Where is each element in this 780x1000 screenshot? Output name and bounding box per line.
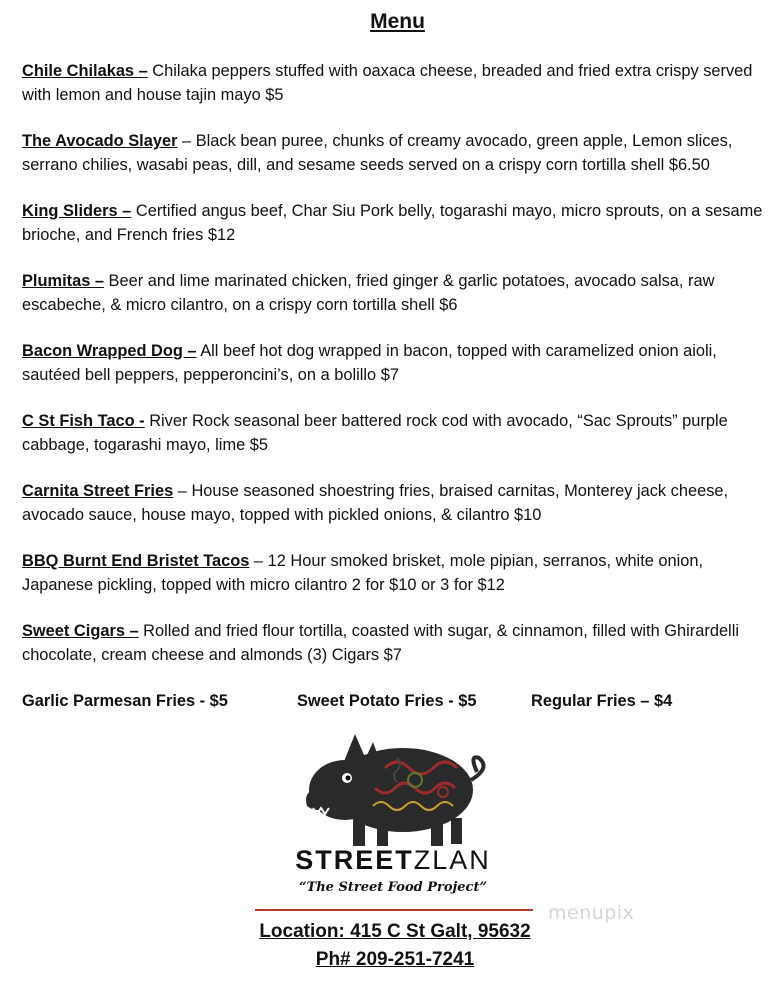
item-name: Carnita Street Fries [22, 482, 174, 500]
item-name: Sweet Cigars – [22, 622, 139, 640]
item-description: – 12 Hour smoked brisket, mole pipian, serranos, white onion, Japanese pickling, topped with micro cilantro 2 for $10 or 3 for $12 [22, 552, 704, 594]
item-description: Rolled and fried flour tortilla, coasted with sugar, & cinnamon, filled with Ghirardelli chocolate, cream cheese and almonds (3) Cigars $7 [22, 622, 739, 664]
regular-fries: Regular Fries – $4 [531, 692, 673, 710]
phone-text: Ph# 209-251-7241 [315, 949, 475, 970]
item-description: Beer and lime marinated chicken, fried ginger & garlic potatoes, avocado salsa, raw escabeche, & micro cilantro, on a crispy corn tortilla shell $6 [22, 272, 715, 314]
item-description: – Black bean puree, chunks of creamy avocado, green apple, Lemon slices, serrano chilies, wasabi peas, dill, and sesame seeds served on a crispy corn tortilla shell $6.50 [22, 132, 733, 174]
menu-item [22, 270, 772, 317]
watermark: menupix [548, 902, 635, 924]
item-description: All beef hot dog wrapped in bacon, topped with caramelized onion aioli, sautéed bell peppers, pepperoncini’s, on a bolillo $7 [22, 342, 717, 384]
item-description: River Rock seasonal beer battered rock cod with avocado, “Sac Sprouts” purple cabbage, togarashi mayo, lime $5 [22, 412, 728, 454]
brand-name [258, 845, 528, 876]
menu-items-list [22, 60, 772, 690]
sweet-potato-fries: Sweet Potato Fries - $5 [297, 692, 477, 710]
item-name: Plumitas – [22, 272, 104, 290]
menu-item [22, 130, 772, 177]
menu-item [22, 340, 772, 387]
menu-item [22, 200, 772, 247]
item-description: – House seasoned shoestring fries, braised carnitas, Monterey jack cheese, avocado sauce, house mayo, topped with pickled onions, & cilantro $10 [22, 482, 729, 524]
menu-item [22, 550, 772, 597]
item-name: C St Fish Taco - [22, 412, 145, 430]
menu-item [22, 620, 772, 667]
menu-item [22, 480, 772, 527]
fries-row [22, 692, 772, 716]
item-description: Certified angus beef, Char Siu Pork belly, togarashi mayo, micro sprouts, on a sesame brioche, and French fries $12 [22, 202, 763, 244]
brand-name-street: STREET [295, 845, 414, 875]
location-text: Location: 415 C St Galt, 95632 [259, 921, 531, 942]
brand-name-zlan: ZLAN [413, 845, 491, 875]
item-description: Chilaka peppers stuffed with oaxaca cheese, breaded and fried extra crispy served with lemon and house tajin mayo $5 [22, 62, 753, 104]
menu-item [22, 410, 772, 457]
item-name: BBQ Burnt End Bristet Tacos [22, 552, 250, 570]
garlic-parmesan-fries: Garlic Parmesan Fries - $5 [22, 692, 228, 710]
item-name: King Sliders – [22, 202, 132, 220]
item-name: The Avocado Slayer [22, 132, 178, 150]
divider [255, 909, 533, 911]
item-name: Chile Chilakas – [22, 62, 148, 80]
brand-tagline: “The Street Food Project” [299, 880, 487, 895]
item-name: Bacon Wrapped Dog – [22, 342, 197, 360]
page-title: Menu [370, 10, 425, 33]
menu-item [22, 60, 772, 107]
